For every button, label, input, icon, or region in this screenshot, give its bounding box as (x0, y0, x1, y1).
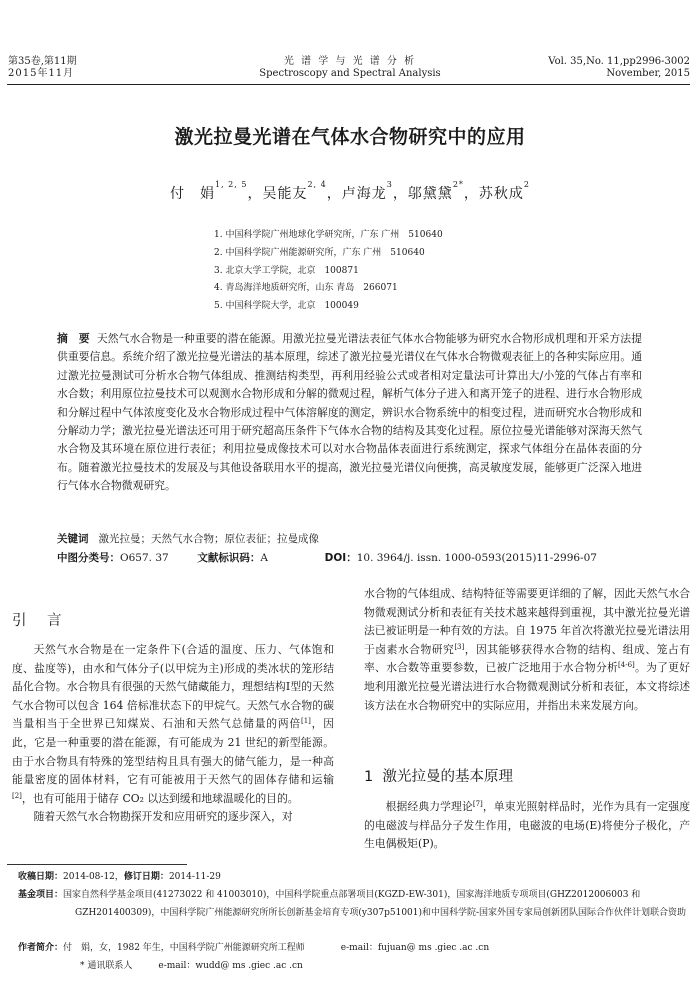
footnote-corresponding (80, 958, 680, 976)
journal-name-en: Spectroscopy and Spectral Analysis (259, 68, 441, 79)
author-separator: ， (392, 186, 408, 202)
author-list (0, 180, 700, 203)
funding-text: 国家自然科学基金项目(41273022 和 41003010)，中国科学院重点部署项目(KGZD-EW-301)，国家海洋地质专项项目(GHZ2012006003 和 GZH201400309)，中国科学院广州能源研究所所长创新基金培育专项(y307p51001)和中国科学院-国家外国专家局创新团队国际合作伙伴计划联合资助 (63, 890, 687, 918)
affiliation-item: 5. 中国科学院大学，北京 100049 (214, 301, 359, 312)
section-1-body (364, 798, 690, 854)
intro-paragraph-2: 随着天然气水合物勘探开发和应用研究的逐步深入，对 (33, 810, 293, 824)
author-email: e-mail：fujuan@ ms .giec .ac .cn (340, 943, 490, 953)
classification-line (57, 549, 657, 567)
footnote-author (18, 940, 690, 958)
abstract (57, 330, 642, 496)
author-name: 苏秋成 (478, 186, 524, 202)
author-bio-label: 作者简介： (18, 943, 64, 953)
section-1-text-a: 根据经典力学理论 (385, 800, 473, 813)
journal-name-cn: 光 谱 学 与 光 谱 分 析 (283, 56, 417, 67)
keywords-text: 激光拉曼；天然气水合物；原位表征；拉曼成像 (98, 533, 320, 545)
funding-label: 基金项目： (18, 890, 64, 900)
intro-right-text-b: ，因其能够获得水合物的结构、组成、笼占有率、水合数等重要参数，已被广泛地用于水合物分析 (364, 642, 691, 675)
doi-value: 10. 3964/j. issn. 1000-0593(2015)11-2996-07 (356, 552, 597, 564)
affiliation-item: 3. 北京大学工学院，北京 100871 (214, 265, 359, 276)
author-affiliation-sup: 1, 2, 5 (215, 180, 248, 189)
journal-volume-en (548, 56, 690, 80)
intro-p1-text-c: ，也有可能用于储存 CO₂ 以达到缓和地球温暖化的目的。 (21, 791, 299, 805)
intro-right-text-c: 。为了更好地利用激光拉曼光谱法进行水合物微观测试分析和表征，本文将综述该方法在水合物研究中的实际应用，并指出未来发展方向。 (364, 661, 691, 712)
section-number: 1 (364, 769, 374, 785)
author-separator: ， (463, 186, 479, 202)
received-label: 收稿日期： (18, 872, 64, 882)
month-year-en: November, 2015 (606, 68, 690, 79)
citation-ref: [4-6] (618, 661, 635, 670)
author-affiliation-sup: 2, 4 (307, 180, 327, 189)
section-1-paragraph (364, 798, 690, 854)
revised-label: 修订日期： (123, 872, 169, 882)
clc-label: 中图分类号： (57, 552, 120, 564)
intro-p1-text-a: 天然气水合物是在一定条件下(合适的温度、压力、气体饱和度、盐度等)，由水和气体分子(以甲烷为主)形成的类冰状的笼形结晶化合物。水合物具有很强的天然气储藏能力，理想结构Ⅰ型的天然气水合物可以包含 164 倍标准状态下的甲烷气。天然气水合物的碳当量相当于全世界已知煤炭、石油和天然气总储量的两倍 (12, 643, 334, 731)
author-name: 吴能友 (262, 186, 308, 202)
author-separator: ， (247, 186, 263, 202)
doc-code-label: 文献标识码： (197, 552, 261, 564)
author-affiliation-sup: 2* (452, 180, 464, 189)
corresponding-email: e-mail：wudd@ ms .giec .ac .cn (158, 961, 303, 971)
author-name: 邬黛黛 (407, 186, 453, 202)
abstract-label: 摘 要 (57, 332, 90, 345)
corresponding-label: * 通讯联系人 (80, 961, 133, 971)
section-title: 激光拉曼的基本原理 (382, 769, 513, 785)
intro-left-column (12, 641, 334, 827)
footnote-dates (18, 869, 690, 887)
abstract-text: 天然气水合物是一种重要的潜在能源。用激光拉曼光谱法表征气体水合物能够为研究水合物形成机理和开采方法提供重要信息。系统介绍了激光拉曼光谱法的基本原理，综述了激光拉曼光谱仪在气体水合物微观表征上的各种实际应用。通过激光拉曼测试可分析水合物气体组成、推测结构类型，再利用经验公式或者相对定量法可计算出大/小笼的气体占有率和水合数；利用原位拉曼技术可以观测水合物形成和分解的微观过程，解析气体分子进入和离开笼子的进程、进行水合物形成和分解过程中气体浓度变化及水合物形成过程中气体溶解度的测定，辨识水合物系统中的相变过程，进而研究水合物形成和分解动力学；激光拉曼光谱法还可用于研究超高压条件下气体水合物的结构及其变化过程。原位拉曼光谱能够对深海天然气水合物及其环境在原位进行表征；利用拉曼成像技术可以对水合物晶体表面进行系统测定，探求气体组分在晶体表面的分布。随着激光拉曼技术的发展及与其他设备联用水平的提高，激光拉曼光谱仪向便携，高灵敏度发展，能够更广泛深入地进行气体水合物微观研究。 (57, 332, 642, 493)
year-month-cn: 2015年11月 (8, 68, 75, 79)
volume-pages-en: Vol. 35,No. 11,pp2996-3002 (548, 56, 690, 67)
footnote-funding (18, 887, 690, 922)
intro-heading: 引 言 (12, 613, 65, 629)
author-affiliation-sup: 3 (386, 180, 393, 189)
intro-paragraph-continued (364, 585, 690, 715)
paper-title: 激光拉曼光谱在气体水合物研究中的应用 (174, 126, 526, 148)
intro-paragraph-1 (12, 641, 334, 808)
affiliation-item: 4. 青岛海洋地质研究所，山东 青岛 266071 (214, 283, 398, 294)
author-name: 卢海龙 (341, 186, 387, 202)
author-name: 付 娟 (170, 186, 215, 202)
header-rule (7, 84, 690, 85)
citation-ref: [7] (472, 800, 483, 808)
author-affiliation-sup: 2 (523, 180, 530, 189)
citation-ref: [2] (12, 791, 22, 800)
volume-issue-cn: 第35卷,第11期 (8, 56, 77, 67)
section-1-text-b: ，单束光照射样品时，光作为具有一定强度的电磁波与样品分子发生作用，电磁波的电场(E)将使分子极化，产生电偶极矩(P)。 (364, 800, 691, 851)
citation-ref: [1] (300, 717, 311, 726)
revised-date: 2014-11-29 (168, 872, 221, 882)
doc-code-value: A (260, 552, 268, 564)
clc-value: O657. 37 (120, 552, 169, 564)
keywords-label: 关键词 (57, 533, 89, 545)
intro-right-column (364, 585, 690, 715)
section-1-heading (364, 765, 513, 786)
affiliation-item: 2. 中国科学院广州能源研究所，广东 广州 510640 (214, 247, 425, 258)
author-bio: 付 娟，女，1982 年生，中国科学院广州能源研究所工程师 (63, 943, 305, 953)
footnote-rule (7, 864, 187, 865)
affiliation-item: 1. 中国科学院广州地球化学研究所，广东 广州 510640 (214, 230, 443, 240)
received-date: 2014-08-12， (63, 872, 124, 882)
doi-label: DOI： (324, 552, 357, 564)
intro-p1-text-b: ，因此，它是一种重要的潜在能源，有可能成为 21 世纪的新型能源。由于水合物具有特殊的笼型结构且具有强大的储气能力，是一种高能量密度的固体材料，它有可能被用于天然气的固体存储和运输 (12, 717, 335, 787)
citation-ref: [3] (454, 642, 465, 651)
author-separator: ， (326, 186, 342, 202)
affiliation-list (214, 227, 443, 316)
intro-right-text-a: 水合物的气体组成、结构特征等需要更详细的了解，因此天然气水合物微观测试分析和表征有关技术越来越得到重视，其中激光拉曼光谱法已被证明是一种有效的方法。自 1975 年首次将激光拉曼光谱法用于卤素水合物研究 (364, 587, 690, 656)
keywords (57, 530, 657, 548)
